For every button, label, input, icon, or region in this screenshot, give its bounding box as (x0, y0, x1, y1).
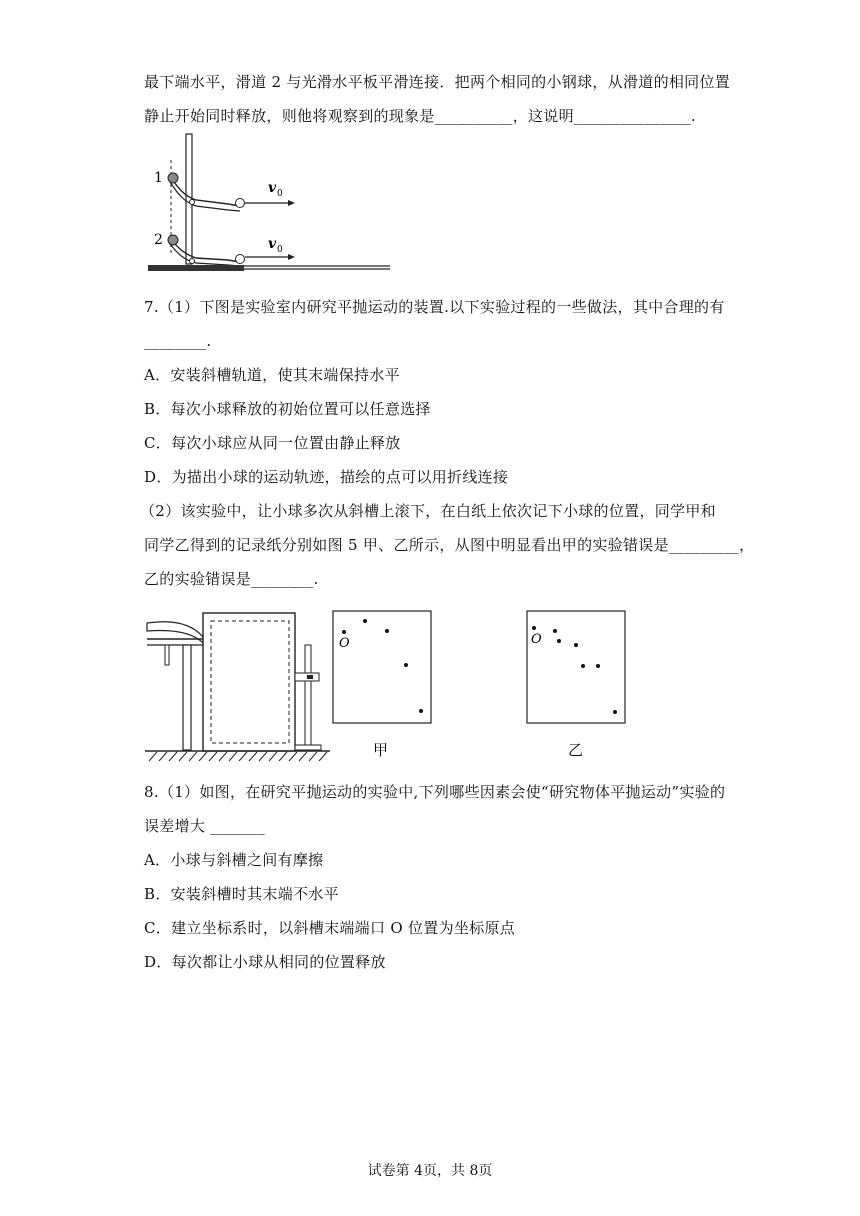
v0-bottom-sub: 0 (277, 245, 283, 255)
q8-option-a: A．小球与斜槽之间有摩擦 (144, 851, 324, 869)
v0-top-label: v (268, 180, 277, 196)
q8-option-d: D．每次都让小球从相同的位置释放 (144, 953, 386, 971)
slide-1-label: 1 (154, 170, 163, 186)
q8-stem-2: 误差增大 _______ (144, 817, 265, 835)
q7-stem-1: 7.（1）下图是实验室内研究平抛运动的装置.以下实验过程的一些做法，其中合理的有 (144, 298, 725, 316)
q7-option-b: B．每次小球释放的初始位置可以任意选择 (144, 400, 431, 418)
q7-part2-line-1: （2）该实验中，让小球多次从斜槽上滚下，在白纸上依次记下小球的位置，同学甲和 (140, 502, 716, 520)
page-footer: 试卷第 4页，共 8页 (367, 1163, 493, 1179)
v0-top-sub: 0 (277, 189, 283, 199)
slide-2-label: 2 (154, 232, 163, 248)
q7-option-d: D．为描出小球的运动轨迹，描绘的点可以用折线连接 (144, 468, 509, 486)
q7-option-a: A．安装斜槽轨道，使其末端保持水平 (144, 366, 400, 384)
q6-line-1: 最下端水平，滑道 2 与光滑水平板平滑连接．把两个相同的小钢球，从滑道的相同位置 (144, 73, 731, 91)
projectile-apparatus-figure (145, 605, 635, 765)
q7-stem-2: ________. (144, 332, 212, 350)
q7-option-c: C．每次小球应从同一位置由静止释放 (144, 434, 401, 452)
jia-origin-label: O (339, 636, 350, 651)
yi-caption: 乙 (568, 741, 584, 759)
q7-part2-line-3: 乙的实验错误是________. (144, 570, 319, 588)
q7-part2-line-2: 同学乙得到的记录纸分别如图 5 甲、乙所示，从图中明显看出甲的实验错误是_________， (144, 536, 755, 554)
two-slides-figure (140, 130, 400, 275)
jia-caption: 甲 (373, 741, 389, 759)
q8-option-b: B．安装斜槽时其末端不水平 (144, 885, 339, 903)
q8-stem-1: 8.（1）如图，在研究平抛运动的实验中,下列哪些因素会使“研究物体平抛运动”实验的 (144, 783, 726, 801)
q8-option-c: C．建立坐标系时，以斜槽末端端口 O 位置为坐标原点 (144, 919, 516, 937)
q6-line-2: 静止开始同时释放，则他将观察到的现象是__________，这说明_______________. (144, 107, 696, 125)
v0-bottom-label: v (268, 236, 277, 252)
yi-origin-label: O (531, 632, 542, 647)
